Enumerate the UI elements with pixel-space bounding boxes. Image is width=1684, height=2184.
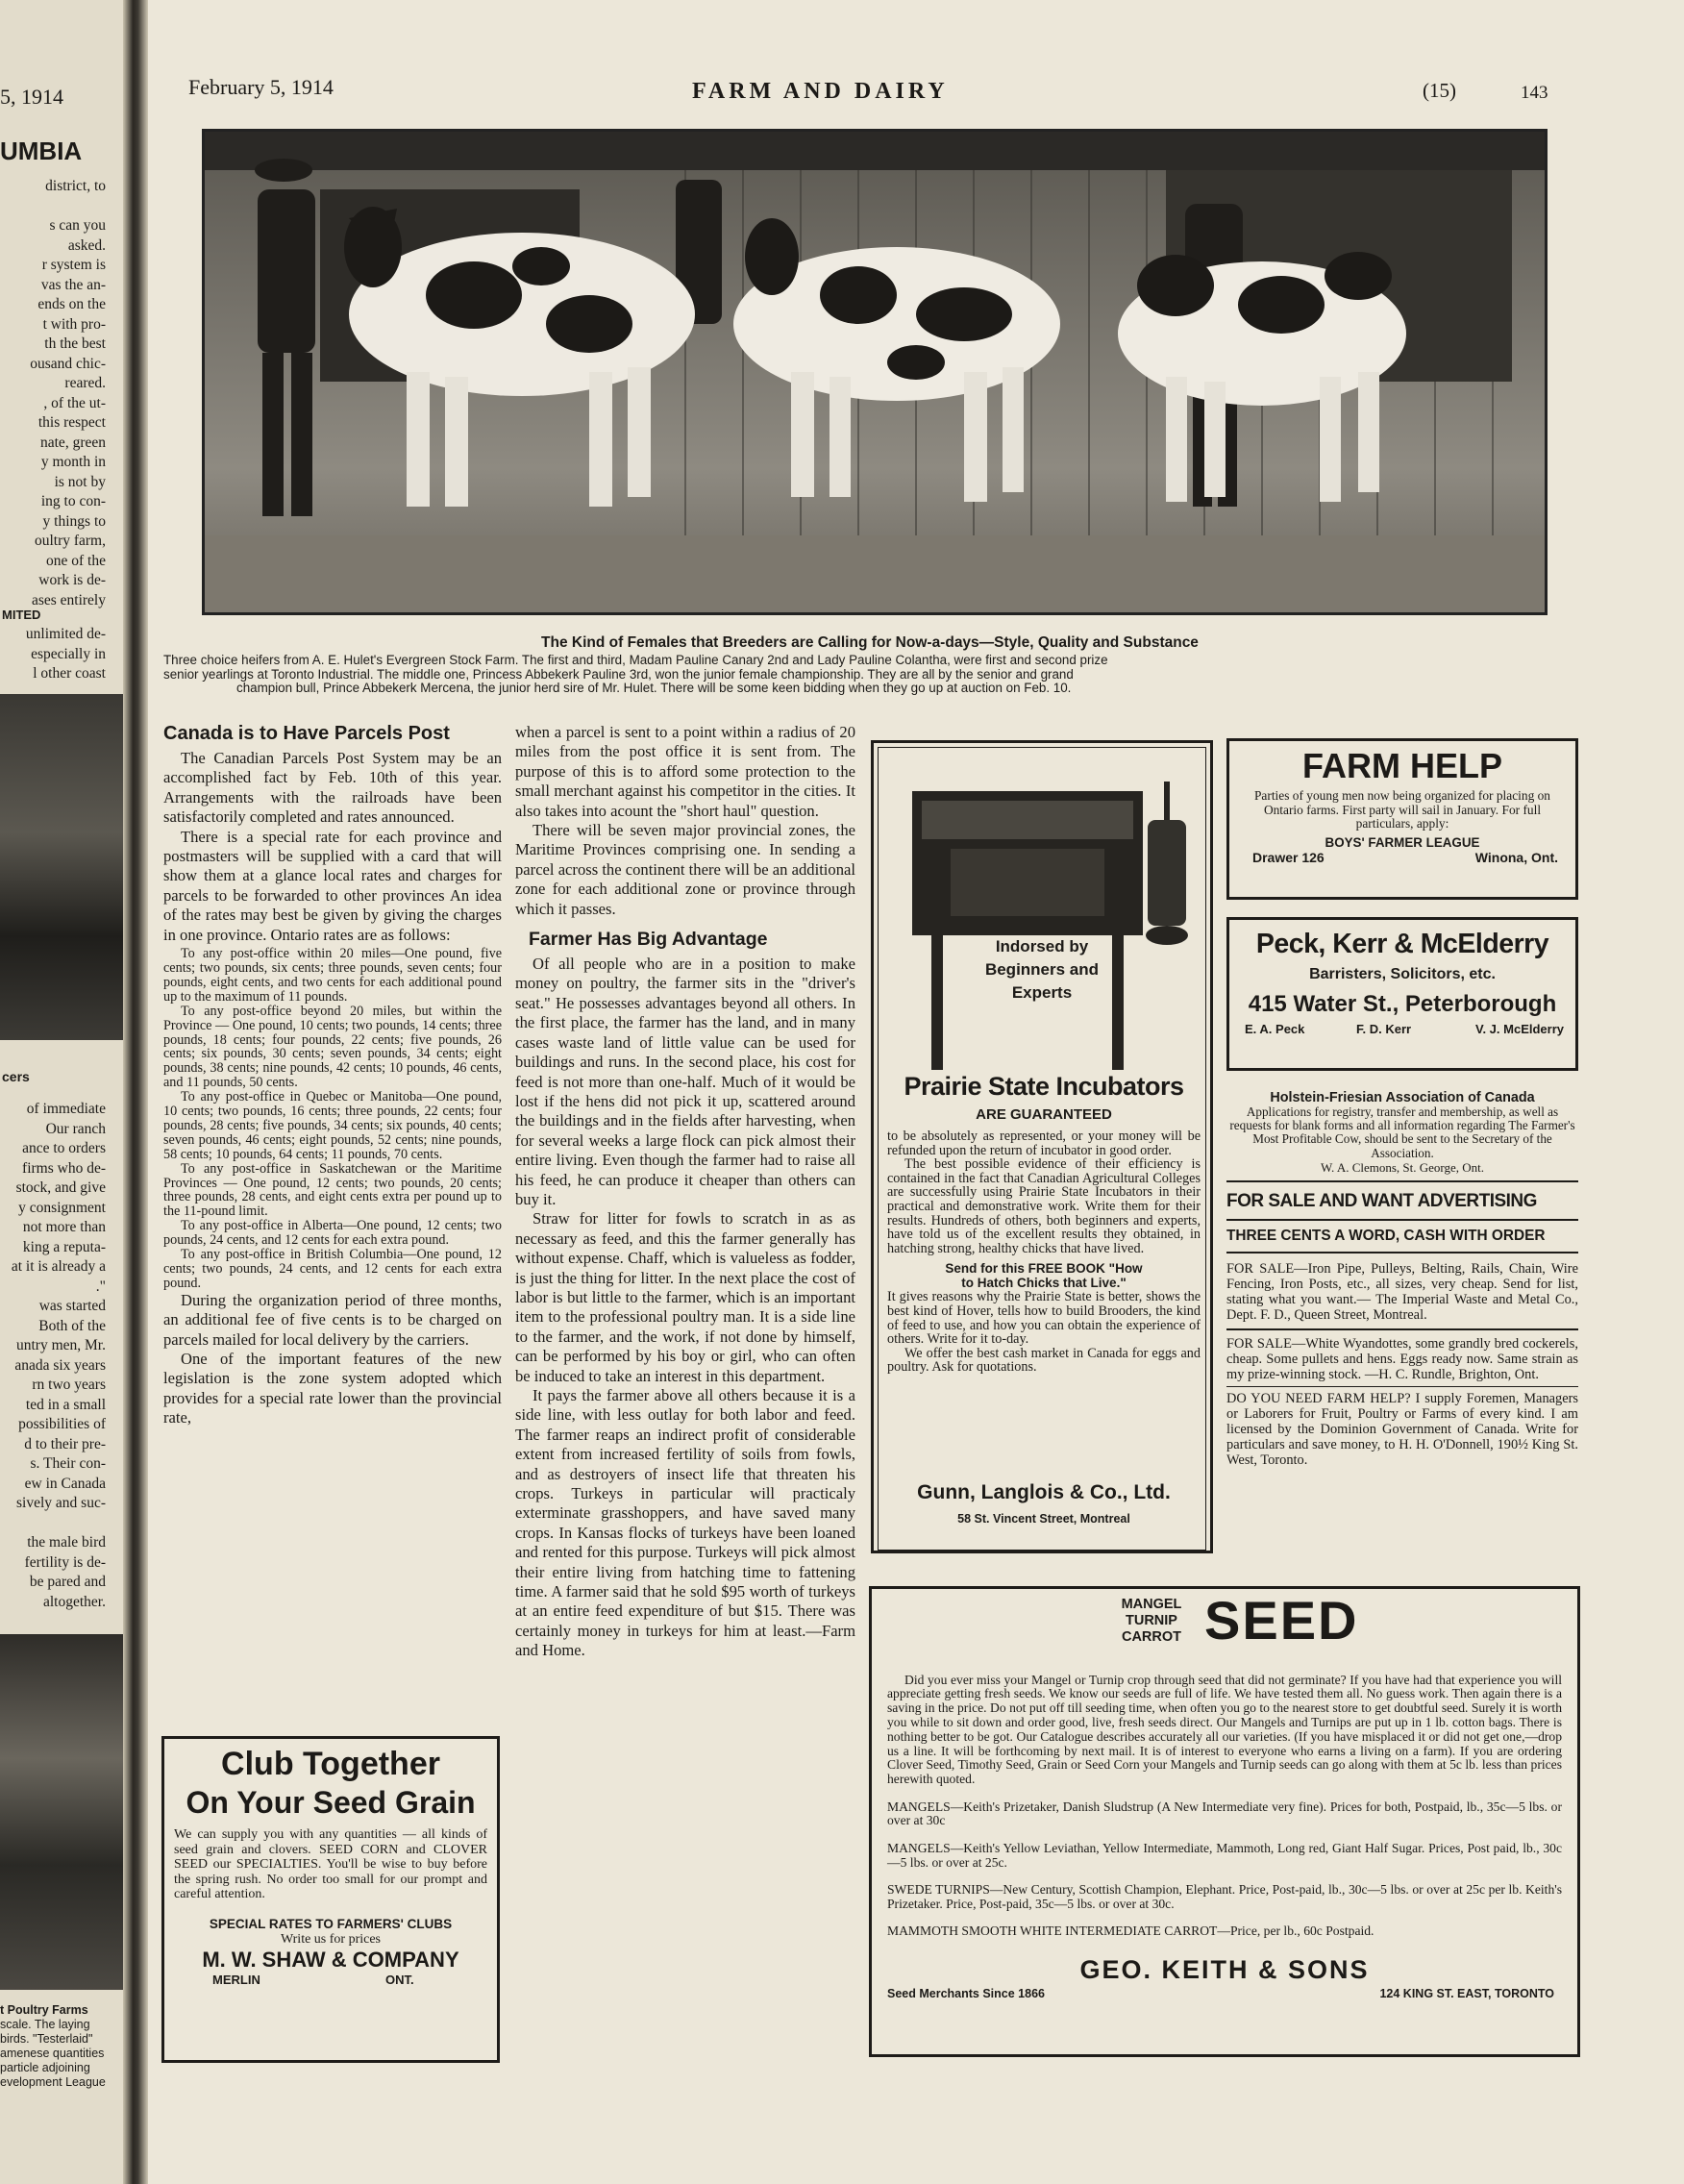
article-paragraph: It pays the farmer above all others because it is a side line, with less outlay for both labor and feed. The farmer reaps an indirect profit of considerable extent from increased fertility of soils from fowls, and as destroyers of insect life that threaten his crops. Turkeys in particular will practicaly exterminate grasshoppers, and have saved many crops. In Kansas flocks of turkeys have been loaned and rented for this purpose. Turkeys will pick almost their entire living from hatching time to fattening time. A farmer said that he sold $95 worth of turkeys at an entire feed expenditure of but $15. There was certainly money in turkeys for him at least.—Farm and Home.: [515, 1386, 855, 1660]
article-parcels-post-continued: [515, 723, 855, 1661]
article-paragraph: There is a special rate for each province and postmasters will be supplied with a card that will show them at a glance local rates and charges for parcels to be forwarded to other provinces An idea of the rates may best be given by giving the charges in one province. Ontario rates are as follows:: [163, 827, 502, 944]
ad-club-together: Club Together On Your Seed Grain We can supply you with any quantities — all kinds of seed grain and clovers. SEED CORN and CLOVER SEED our SPECIALTIES. You'll be wise to buy before the spring rush. No order too small for our prompt and careful attention. SPECIAL RATES TO FARMERS' CLUBS Write us for prices M. W. SHAW & COMPANY MERLIN ONT.: [161, 1736, 500, 2063]
photo-caption: Three choice heifers from A. E. Hulet's Evergreen Stock Farm. The first and third, Madam Pauline Canary 2nd and Lady Pauline Colantha, were first and second prize senior yearlings at Toronto Industrial. The middle one, Princess Abbekerk Pauline 3rd, won the junior female championship. They are all by the senior and grand champion bull, Prince Abbekerk Mercena, the junior herd sire of Mr. Hulet. There will be some keen bidding when they go up at auction on Feb. 10.: [163, 653, 1108, 695]
incubator-company: Gunn, Langlois & Co., Ltd.: [917, 1481, 1171, 1503]
seed-title: SEED: [1204, 1590, 1359, 1650]
left-page-subhead-2: cers: [2, 1069, 30, 1084]
incubator-illustration: [893, 762, 1201, 1080]
article-paragraph: There will be seven major provincial zones, the Maritime Provinces comprising one. In sending a parcel across the continent there will be an additional zone for each additional zone or province through which it passes.: [515, 821, 855, 918]
incubator-address: 58 St. Vincent Street, Montreal: [957, 1512, 1130, 1526]
article-paragraph: Of all people who are in a position to make money on poultry, the farmer sits in the "driver's seat." He possesses advantages beyond all others. In the first place, the farmer has the land, and in many cases waste land of little value can be used for buildings and runs. In the second place, his cost for feed is not more than one-half. Much of it would be lost if the hens did not pick it up, scattered around the buildings and in the fields after harvesting, when for several weeks a large flock can pick almost their entire living. Even though the farmer had to raise all his feed, he can produce it cheaper than others can buy it.: [515, 955, 855, 1208]
left-page-column-2: of immediate Our ranch ance to orders firms who de- stock, and give y consignment not more than king a reputa- at it is already a ." was started Both of the untry men, Mr. anada six years rn two years ted in a small possibilities of d to their pre- s. Their con- ew in Canada sively and suc- the male bird fertility is de- be pared and altogether.: [11, 1101, 106, 1610]
article-paragraph: One of the important features of the new legislation is the zone system adopted which provides for a special rate lower than the provincial rate,: [163, 1350, 502, 1427]
left-page-poultry-photo: [0, 1634, 123, 1990]
masthead: FARM AND DAIRY: [692, 79, 949, 104]
classified-ad: DO YOU NEED FARM HELP? I supply Foremen, Managers or Laborers for Fruit, Poultry or Farms of every kind. I am licensed by the Dominion Government of Canada. Write for particulars and save money, to H. H. O'Donnell, 190½ King St. West, Toronto.: [1226, 1391, 1578, 1468]
ad-keith-seed: MANGEL TURNIP CARROT SEED Did you ever miss your Mangel or Turnip crop through seed that did not germinate? If you have had that experience you will appreciate getting fresh seeds. We know our seeds are full of life. We have tested them all. No guess work. Then again there is a saving in the price. Do not put off till seeding time, when often you go to the nearest store to get doubtful seed. Surely it is worth you while to sit down and order good, live, fresh seeds direct. Our Mangels and Turnips are put up in 1 lb. cotton bags. There is nothing better to be got. Our Catalogue describes accurately all our varieties. (If you have misplaced it or did not get one,—drop us a line. It will be forthcoming by next mail. It is of interest to everyone who earns a living on a farm). If you are ordering Clover Seed, Timothy Seed, Grain or Seed Corn your Mangels and Turnip seeds can go along with them at 5c lb. less than prices herewith quoted. MANGELS—Keith's Prizetaker, Danish Sludstrup (A New Intermediate very fine). Prices for both, Postpaid, lb., 35c—5 lbs. or over at 30c MANGELS—Keith's Yellow Leviathan, Yellow Intermediate, Mammoth, Long red, Giant Half Sugar. Prices, Post paid, lb., 30c—5 lbs. or over at 25c. SWEDE TURNIPS—New Century, Scottish Champion, Elephant. Price, Post-paid, lb., 30c—5 lbs. or over at 25c per lb. Keith's Prizetaker. Price, Post-paid, 35c—5 lbs. or over at 30c. MAMMOTH SMOOTH WHITE INTERMEDIATE CARROT—Price, per lb., 60c Postpaid. GEO. KEITH & SONS Seed Merchants Since 1866 124 KING ST. EAST, TORONTO: [869, 1586, 1580, 2057]
rate-paragraph: To any post-office in Quebec or Manitoba—One pound, 10 cents; two pounds, 16 cents; three pounds, 22 cents; four pounds, 28 cents; five pounds, 34 cents; six pounds, 40 cents; seven pounds, 46 cents; eight pounds, 52 cents; nine pounds, 58 cents; 10 pounds, 64 cents; 11 pounds, 70 cents.: [163, 1089, 502, 1162]
seed-kinds: MANGEL TURNIP CARROT: [1121, 1597, 1182, 1645]
classified-ad: FOR SALE—White Wyandottes, some grandly bred cockerels, cheap. Some pullets and hens. Eggs ready now. Same strain as my prize-winning stock. —H. C. Rundle, Brighton, Ont.: [1226, 1335, 1578, 1382]
previous-page-fragment: [0, 0, 136, 2184]
left-page-column-1: district, to s can you asked. r system is vas the an- ends on the t with pro- th the best ousand chic- reared. , of the ut- this respect nate, green y month in is not by ing to con- y things to oultry farm, one of the work is de- ases entirely: [30, 178, 106, 608]
rate-paragraph: To any post-office in Alberta—One pound, 12 cents; two pounds, 24 cents, and 12 cents for each extra pound.: [163, 1218, 502, 1249]
incubator-panel-text: Indorsed by Beginners and Experts: [984, 937, 1100, 1002]
left-page-column-1b: unlimited de- especially in l other coast: [25, 626, 106, 682]
page-number-outer: 143: [1521, 83, 1548, 103]
incubator-name: Prairie State Incubators: [904, 1072, 1184, 1101]
holstein-notice: Holstein-Friesian Association of Canada Applications for registry, transfer and membership, as well as requests for blank forms and all information regarding The Farmer's Most Profitable Cow, should be sent to the Secretary of the Association. W. A. Clemons, St. George, Ont.: [1229, 1090, 1575, 1175]
left-page-photo: [0, 694, 123, 1040]
photo-caption-title: The Kind of Females that Breeders are Calling for Now-a-days—Style, Quality and Substance: [541, 634, 1199, 651]
classified-ad: FOR SALE—Iron Pipe, Pulleys, Belting, Rails, Chain, Wire Fencing, Iron Posts, etc., all sizes, very cheap. Send for list, stating what you want.— The Imperial Waste and Metal Co., Dept. F. D., Queen Street, Montreal.: [1226, 1261, 1578, 1323]
left-page-photo-caption: t Poultry Farms scale. The laying birds. "Testerlaid" amenese quantities particle adjoining evelopment League: [0, 2003, 106, 2089]
article-parcels-post: [163, 723, 502, 1428]
rate-paragraph: To any post-office within 20 miles—One pound, five cents; two pounds, six cents; three pounds, seven cents; four pounds, eight cents, and two cents for each additional pound up to the maximum of 11 pounds.: [163, 946, 502, 1005]
heifers-photo: [202, 129, 1548, 615]
rate-paragraph: To any post-office in Saskatchewan or the Maritime Provinces — One pound, 12 cents; two pounds, 20 cents; three pounds, 28 cents, and eight cents extra per pound up to the 11-pound limit.: [163, 1160, 502, 1220]
left-page-date: 5, 1914: [0, 85, 63, 109]
left-page-section-title: UMBIA: [0, 136, 83, 165]
ad-farm-help: FARM HELP Parties of young men now being organized for placing on Ontario farms. First party will sail in January. For full particulars, apply: BOYS' FARMER LEAGUE Drawer 126 Winona, Ont.: [1226, 738, 1578, 900]
heifers-illustration: [205, 132, 1545, 612]
article-title: Farmer Has Big Advantage: [529, 929, 768, 951]
left-page-subhead: MITED: [2, 608, 41, 622]
article-title: Canada is to Have Parcels Post: [163, 723, 450, 744]
article-paragraph: Straw for litter for fowls to scratch in as as necessary as feed, and this the farmer generally has without expense. Chaff, which is valueless as fodder, is just the thing for litter. In the next place the cost of labor is but little to the farmer, which is an important item to the professional poultry man. It is a side line to the farmer, and the work, if not done by himself, can be performed by his boy or girl, who can often be induced to take an interest in this department.: [515, 1209, 855, 1385]
article-paragraph: During the organization period of three months, an additional fee of five cents is to be charged on parcels mailed for local delivery by the carriers.: [163, 1290, 502, 1349]
article-paragraph: The Canadian Parcels Post System may be an accomplished fact by Feb. 10th of this year. Arrangements with the railroads have been satisfactorily completed and rates announced.: [163, 749, 502, 827]
ad-peck-kerr-mcelderry: Peck, Kerr & McElderry Barristers, Solicitors, etc. 415 Water St., Peterborough E. A. Peck F. D. Kerr V. J. McElderry: [1226, 917, 1578, 1071]
rate-paragraph: To any post-office beyond 20 miles, but within the Province — One pound, 10 cents; two pounds, 14 cents; three pounds, 18 cents; four pounds, 22 cents; five pounds, 26 cents; six pounds, 30 cents; seven pounds, 34 cents; eight pounds, 38 cents; nine pounds, 42 cents; 10 pounds, 46 cents, and 11 pounds, 50 cents.: [163, 1003, 502, 1091]
rate-paragraph: To any post-office in British Columbia—One pound, 12 cents; two pounds, 24 cents, and 12 cents for each extra pound.: [163, 1247, 502, 1291]
incubator-guarantee: ARE GUARANTEED: [976, 1106, 1112, 1123]
classified-section: FOR SALE AND WANT ADVERTISING THREE CENTS A WORD, CASH WITH ORDER FOR SALE—Iron Pipe, Pulleys, Belting, Rails, Chain, Wire Fencing, Iron Posts, etc., all sizes, very cheap. Send for list, stating what you want.— The Imperial Waste and Metal Co., Dept. F. D., Queen Street, Montreal. FOR SALE—White Wyandottes, some grandly bred cockerels, cheap. Some pullets and hens. Eggs ready now. Same strain as my prize-winning stock. —H. C. Rundle, Brighton, Ont. DO YOU NEED FARM HELP? I supply Foremen, Managers or Laborers for Fruit, Poultry or Farms of every kind. I am licensed by the Dominion Government of Canada. Write for particulars and save money, to H. H. O'Donnell, 190½ King St. West, Toronto.: [1226, 1191, 1578, 1468]
page-number-inner: (15): [1423, 79, 1456, 102]
issue-date: February 5, 1914: [188, 75, 334, 99]
seed-company: GEO. KEITH & SONS: [1079, 1954, 1370, 1984]
ad-prairie-state-incubators: Indorsed by Beginners and Experts Prairie State Incubators ARE GUARANTEED to be absolutely as represented, or your money will be refunded upon the return of incubator in good order. The best possible evidence of their efficiency is contained in the fact that Canadian Agricultural Colleges are successfully using Prairie State Incubators in their practical and demonstrative work. Write them for their results. Hundreds of others, both beginners and experts, have told us of the excellent results they obtained, in hatching strong, healthy chicks that have lived. Send for this FREE BOOK "How to Hatch Chicks that Live." It gives reasons why the Prairie State is better, shows the best kind of Hover, tells how to build Brooders, the kind of feed to use, and how you can obtain the experience of others. Write for it to-day. We offer the best cash market in Canada for eggs and poultry. Ask for quotations. Gunn, Langlois & Co., Ltd. 58 St. Vincent Street, Montreal: [871, 740, 1213, 1553]
article-paragraph: when a parcel is sent to a point within a radius of 20 miles from the post office it is sent from. The purpose of this is to afford some protection to the small merchant against his competitor in the cities. It also takes into acount the "short haul" question.: [515, 723, 855, 820]
book-gutter: [123, 0, 148, 2184]
